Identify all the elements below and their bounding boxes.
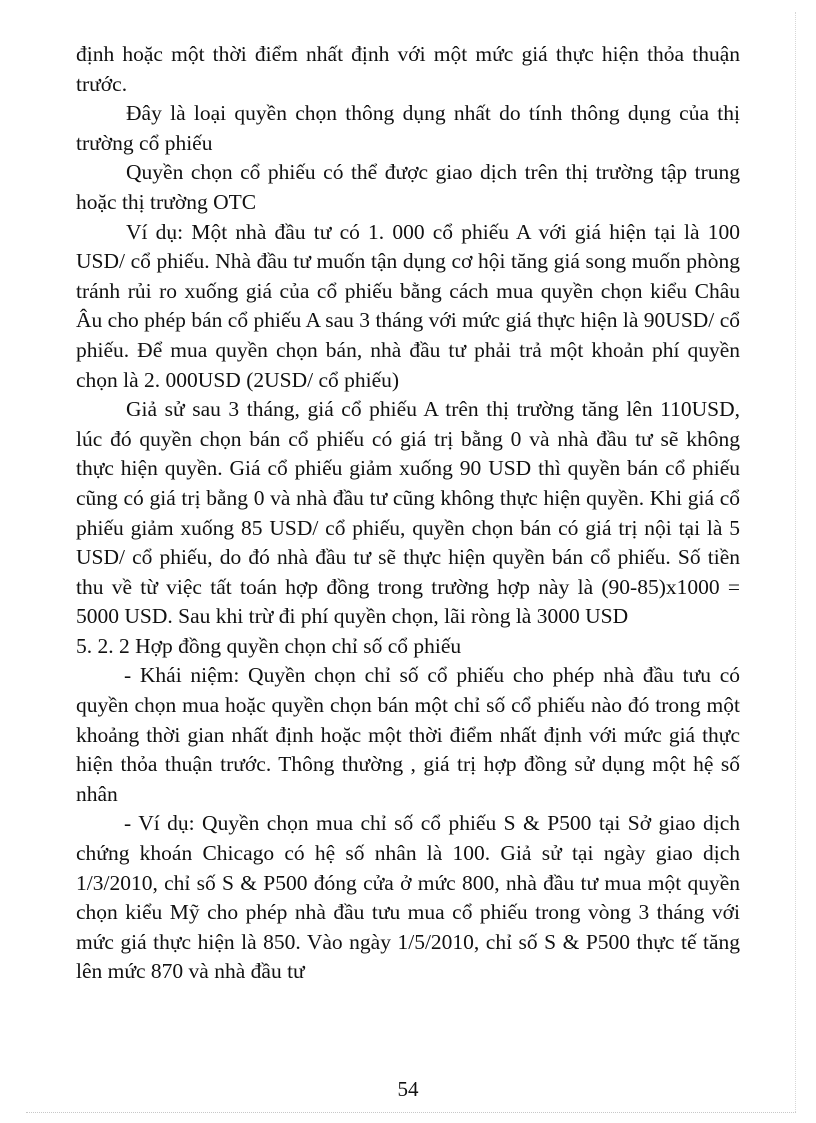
paragraph-continuation: định hoặc một thời điểm nhất định với một mức giá thực hiện thỏa thuận trước. <box>76 42 740 96</box>
right-border <box>795 12 796 1112</box>
section-heading: 5. 2. 2 Hợp đồng quyền chọn chỉ số cổ phiếu <box>76 633 462 658</box>
body-text <box>76 40 740 987</box>
paragraph-scenario: Giả sử sau 3 tháng, giá cổ phiếu A trên thị trường tăng lên 110USD, lúc đó quyền chọn bán cổ phiếu có giá trị bằng 0 và nhà đầu tư sẽ không thực hiện quyền. Giá cổ phiếu giảm xuống 90 USD thì quyền bán cổ phiếu cũng có giá trị bằng 0 và nhà đầu tư cũng không thực hiện quyền. Khi giá cổ phiếu giảm xuống 85 USD/ cổ phiếu, quyền chọn bán có giá trị nội tại là 5 USD/ cổ phiếu, do đó nhà đầu tư sẽ thực hiện quyền bán cổ phiếu. Số tiền thu về từ việc tất toán hợp đồng trong trường hợp này là (90-85)x1000 = 5000 USD. Sau khi trừ đi phí quyền chọn, lãi ròng là 3000 USD <box>76 397 740 629</box>
bottom-border <box>26 1112 796 1113</box>
page-number: 54 <box>397 1077 419 1101</box>
paragraph-common-option: Đây là loại quyền chọn thông dụng nhất do tính thông dụng của thị trường cổ phiếu <box>76 101 740 155</box>
paragraph-definition: - Khái niệm: Quyền chọn chỉ số cổ phiếu cho phép nhà đầu tưu có quyền chọn mua hoặc quyền chọn bán một chỉ số cổ phiếu nào đó trong một khoảng thời gian nhất định hoặc một thời điểm nhất định với mức giá thực hiện thỏa thuận trước. Thông thường , giá trị hợp đồng sử dụng một hệ số nhân <box>76 663 740 806</box>
paragraph-example: Ví dụ: Một nhà đầu tư có 1. 000 cổ phiếu A với giá hiện tại là 100 USD/ cổ phiếu. Nhà đầu tư muốn tận dụng cơ hội tăng giá song muốn phòng tránh rủi ro xuống giá của cổ phiếu bằng cách mua quyền chọn kiểu Châu Âu cho phép bán cổ phiếu A sau 3 tháng với mức giá thực hiện là 90USD/ cổ phiếu. Để mua quyền chọn bán, nhà đầu tư phải trả một khoản phí quyền chọn là 2. 000USD (2USD/ cổ phiếu) <box>76 219 740 392</box>
paragraph-trading-venue: Quyền chọn cổ phiếu có thể được giao dịch trên thị trường tập trung hoặc thị trường OTC <box>76 160 740 214</box>
paragraph-index-example: - Ví dụ: Quyền chọn mua chỉ số cổ phiếu S & P500 tại Sở giao dịch chứng khoán Chicago có hệ số nhân là 100. Giả sử tại ngày giao dịch 1/3/2010, chỉ số S & P500 đóng cửa ở mức 800, nhà đầu tư mua một quyền chọn kiểu Mỹ cho phép nhà đầu tưu mua cổ phiếu trong vòng 3 tháng với mức giá thực hiện là 850. Vào ngày 1/5/2010, chỉ số S & P500 thực tế tăng lên mức 870 và nhà đầu tư <box>76 811 740 984</box>
